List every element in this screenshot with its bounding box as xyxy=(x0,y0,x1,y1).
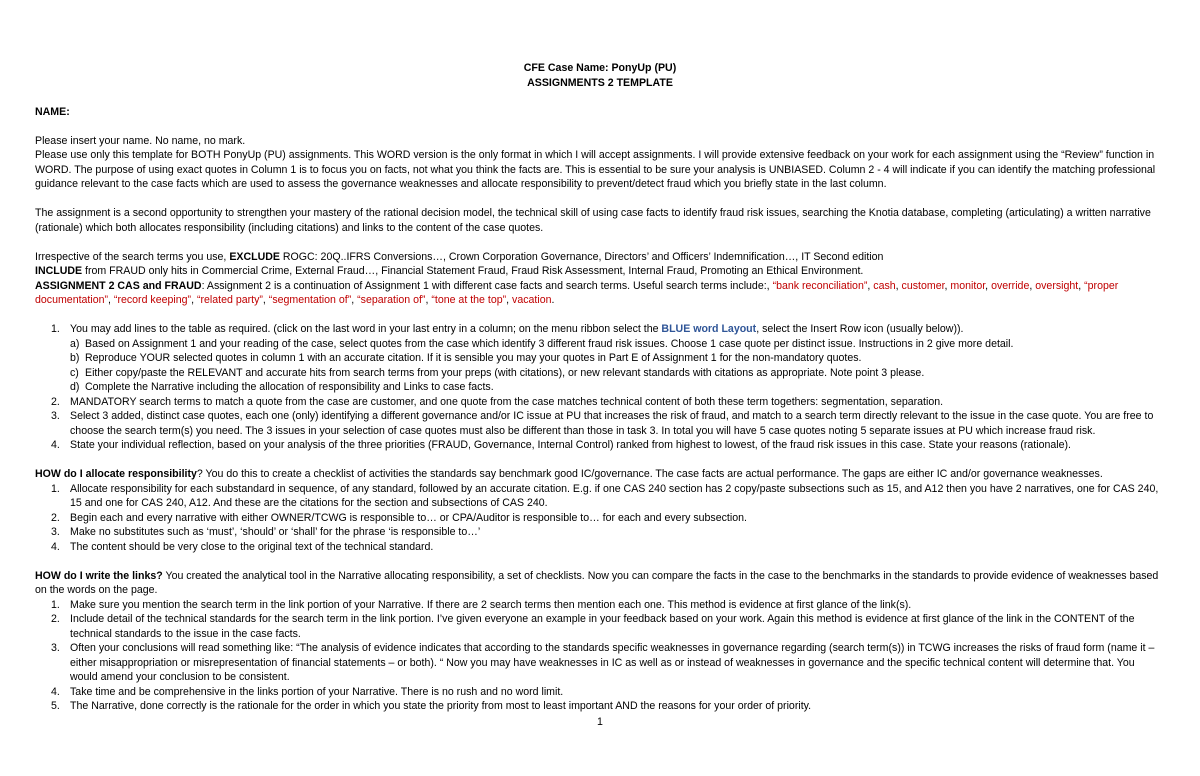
search-terms: “bank reconciliation”, cash, customer, monitor, override, oversight, “proper documentation”, “record keeping”, “related party”, “segmentation of”, “separation of”, “tone at the top”, vacation xyxy=(35,279,1119,306)
item-number: 4. xyxy=(51,439,60,451)
assignment-text: : Assignment 2 is a continuation of Assignment 1 with different case facts and search terms. Useful search terms include:, xyxy=(201,279,773,292)
item-text: Reproduce YOUR selected quotes in column 1 with an accurate citation. If it is sensible you may your quotes in Part E of Assignment 1 for the non-mandatory quotes. xyxy=(85,352,862,364)
search-term: “related party” xyxy=(196,294,263,306)
search-term: “tone at the top” xyxy=(431,294,507,306)
item-text: Based on Assignment 1 and your reading of the case, select quotes from the case which identify 3 different fraud risk issues. Choose 1 case quote per distinct issue. Instructions in 2 give more detail. xyxy=(85,337,1014,350)
item-text: Allocate responsibility for each substandard in sequence, of any standard, followed by an accurate citation. E.g. if one CAS 240 section has 2 copy/paste subsections such as 15, and A12 then you have 2 narratives, one for CAS 240, 15 and one for CAS 240, A12. And these are the citations for the section and subsections of CAS 240. xyxy=(70,482,1159,509)
search-term: cash xyxy=(873,279,896,292)
case-name-heading: CFE Case Name: PonyUp (PU) xyxy=(523,62,677,74)
list-item xyxy=(35,511,1165,526)
item-text: Take time and be comprehensive in the links portion of your Narrative. There is no rush and no word limit. xyxy=(70,685,564,698)
item-number: 4. xyxy=(51,685,60,698)
exclude-label: EXCLUDE xyxy=(229,250,280,263)
search-term: “proper documentation” xyxy=(35,279,1119,306)
list-item xyxy=(35,525,1165,540)
item-number: 1. xyxy=(51,482,60,495)
opportunity-text: The assignment is a second opportunity to strengthen your mastery of the rational decision model, the technical skill of using case facts to identify fraud risk issues, searching the Knotia database, completing (articulating) a written narrative (rationale) which both allocates responsibility (including citations) and links to the content of the case quotes. xyxy=(35,207,1151,234)
allocate-heading: HOW do I allocate responsibility xyxy=(35,468,197,480)
list-item xyxy=(35,409,1165,438)
item-number: 5. xyxy=(51,700,60,712)
item-number: 4. xyxy=(51,540,60,553)
item-text: The content should be very close to the original text of the technical standard. xyxy=(70,540,434,553)
include-text: from FRAUD only hits in Commercial Crime, External Fraud…, Financial Statement Fraud, Fraud Risk Assessment, Internal Fraud, Promoting an Ethical Environment. xyxy=(82,265,864,277)
list-item xyxy=(35,337,1165,352)
list-item xyxy=(35,395,1165,410)
template-use-text: Please use only this template for BOTH PonyUp (PU) assignments. This WORD version is the only format in which I will accept assignments. I will provide extensive feedback on your work for each assignment using the “Review” function in WORD. The purpose of using exact quotes in Column 1 is to focus you on facts, not what you think the facts are. This is essential to be sure your analysis is UNBIASED. Column 2 - 4 will indicate if you can identify the matching professional guidance relevant to the case facts which are used to assess the governance weaknesses and allocate responsibility to prevent/detect fraud which you briefly state in the last column. xyxy=(35,149,1156,190)
links-paragraph xyxy=(35,569,1165,598)
search-term: vacation xyxy=(512,294,552,306)
item-text: You may add lines to the table as required. (click on the last word in your last entry in a column; on the menu ribbon select the xyxy=(70,323,662,335)
item-text: Either copy/paste the RELEVANT and accurate hits from search terms from your preps (with citations), or new relevant standards with citations as appropriate. Note point 3 please. xyxy=(85,366,925,379)
item-number: 3. xyxy=(51,642,60,654)
item-number: 3. xyxy=(51,526,60,538)
list-item xyxy=(35,438,1165,453)
item-text: State your individual reflection, based on your analysis of the three priorities (FRAUD, Governance, Internal Control) ranked from highest to lowest, of the fraud risk issues in this case. State your reasons (rationale). xyxy=(70,439,1072,451)
item-number: 3. xyxy=(51,410,60,422)
list-item xyxy=(35,699,1165,714)
list-item xyxy=(35,612,1165,641)
list-item xyxy=(35,366,1165,381)
item-number: 2. xyxy=(51,511,60,524)
item-number: 1. xyxy=(51,598,60,611)
sub-steps-list xyxy=(35,337,1165,395)
include-label: INCLUDE xyxy=(35,265,83,277)
item-number: 2. xyxy=(51,395,60,408)
search-term: monitor xyxy=(950,279,986,292)
item-text: Complete the Narrative including the allocation of responsibility and Links to case facts. xyxy=(85,381,494,393)
links-list xyxy=(35,598,1165,714)
search-term: customer xyxy=(901,279,945,292)
item-number: c) xyxy=(70,366,79,379)
item-text: Make no substitutes such as ‘must’, ‘should’ or ‘shall’ for the phrase ‘is responsible to…’ xyxy=(70,526,481,538)
allocate-paragraph xyxy=(35,467,1165,482)
list-item xyxy=(35,598,1165,613)
item-number: b) xyxy=(70,352,80,364)
template-heading: ASSIGNMENTS 2 TEMPLATE xyxy=(527,76,673,89)
name-label: NAME: xyxy=(35,105,70,118)
item-number: d) xyxy=(70,381,80,393)
assignment-label: ASSIGNMENT 2 CAS and FRAUD xyxy=(35,279,202,292)
item-text: Include detail of the technical standards for the search term in the link portion. I’ve given everyone an example in your feedback based on your work. Again this method is evidence at first glance of the link in the CONTENT of the technical standards to the issue in the case facts. xyxy=(70,613,1135,640)
list-item xyxy=(35,685,1165,700)
item-text: Often your conclusions will read something like: “The analysis of evidence indicates that according to the standards specific weaknesses in governance regarding (search term(s)) in TCWG increases the risks of fraud form (name it – either misappropriation or misrepresentation of financial statements – or both). “ Now you may have weaknesses in IC as well as or instead of weaknesses in governance and the specific technical content will determine that. You would amend your conclusion to be consistent. xyxy=(70,642,1155,683)
item-number: 1. xyxy=(51,323,60,335)
item-text: Begin each and every narrative with either OWNER/TCWG is responsible to… or CPA/Auditor is responsible to… for each and every subsection. xyxy=(70,511,747,524)
terms-end: . xyxy=(551,294,555,306)
search-term: “separation of” xyxy=(357,294,426,306)
document-page xyxy=(35,61,1165,714)
list-item xyxy=(35,641,1165,685)
list-item xyxy=(35,322,1165,337)
search-term: “bank reconciliation” xyxy=(772,279,868,292)
item-text: Make sure you mention the search term in the link portion of your Narrative. If there are 2 search terms then mention each one. This method is evidence at first glance of the link(s). xyxy=(70,598,912,611)
item-text: MANDATORY search terms to match a quote from the case are customer, and one quote from the case matches technical content of both these term togethers: segmentation, separation. xyxy=(70,395,944,408)
list-item xyxy=(35,482,1165,511)
exclude-paragraph xyxy=(35,250,1165,265)
search-term: “record keeping” xyxy=(113,294,192,306)
item-text: The Narrative, done correctly is the rationale for the order in which you state the priority from most to least important AND the reasons for your order of priority. xyxy=(70,700,812,712)
search-term: “segmentation of” xyxy=(268,294,352,306)
list-item xyxy=(35,351,1165,366)
allocate-text: ? You do this to create a checklist of activities the standards say benchmark good IC/governance. The case facts are actual performance. The gaps are either IC and/or governance weaknesses. xyxy=(196,468,1103,480)
exclude-intro: Irrespective of the search terms you use, xyxy=(35,250,230,263)
item-number: 2. xyxy=(51,613,60,625)
list-item xyxy=(35,540,1165,555)
list-item xyxy=(35,380,1165,395)
item-text: Select 3 added, distinct case quotes, each one (only) identifying a different governance and/or IC issue at PU that increases the risk of fraud, and match to a search term directly relevant to the issue in the case quote. You are free to choose the search term(s) you need. The 3 issues in your selection of case quotes must also be different than those in task 3. In total you will have 5 case quotes noting 5 separate issues at PU which increase fraud risk. xyxy=(70,410,1154,437)
links-heading: HOW do I write the links? xyxy=(35,569,163,582)
links-text: You created the analytical tool in the Narrative allocating responsibility, a set of checklists. Now you can compare the facts in the case to the benchmarks in the standards to provide evidence of weaknesses based on the words on the page. xyxy=(35,569,1159,596)
allocate-list xyxy=(35,482,1165,555)
exclude-text: ROGC: 20Q..IFRS Conversions…, Crown Corporation Governance, Directors’ and Officers’ Indemnification…, IT Second edition xyxy=(279,250,884,263)
include-paragraph xyxy=(35,264,1165,279)
steps-list xyxy=(35,322,1165,337)
layout-highlight: BLUE word Layout xyxy=(661,323,757,335)
assignment-paragraph xyxy=(35,279,1165,308)
insert-name-text: Please insert your name. No name, no mark. xyxy=(35,134,246,147)
page-number: 1 xyxy=(597,716,603,728)
item-text: , select the Insert Row icon (usually below)). xyxy=(756,323,964,335)
search-term: oversight xyxy=(1035,279,1079,292)
steps-list-rest xyxy=(35,395,1165,453)
item-number: a) xyxy=(70,337,80,350)
search-term: override xyxy=(991,279,1030,292)
